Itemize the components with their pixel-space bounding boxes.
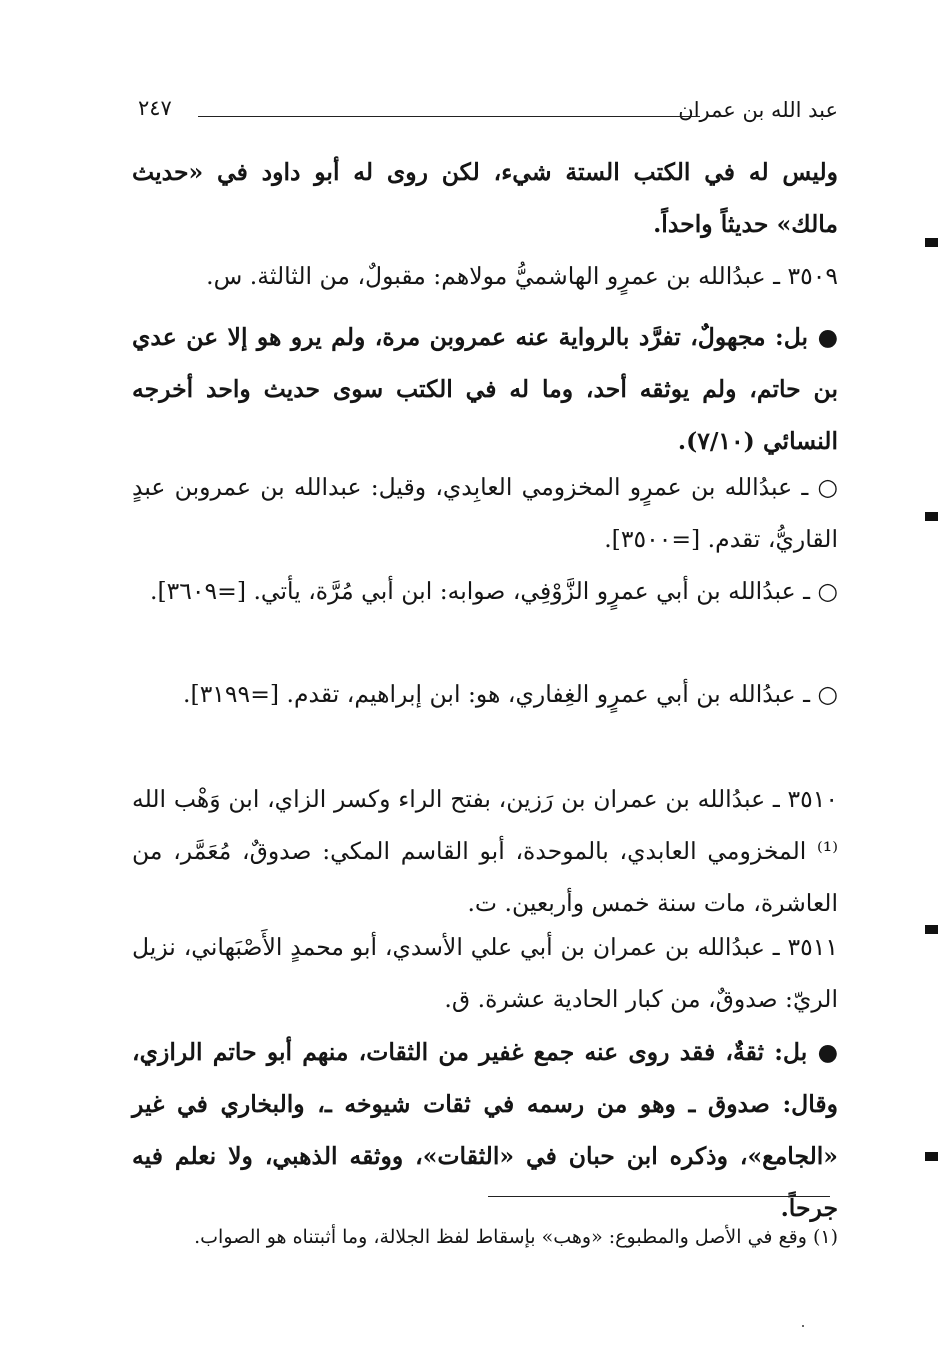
cross-ref-makhzumi: ○ ـ عبدُالله بن عمرٍو المخزومي العابِدي، وقيل: عبدالله بن عمروبن عبدٍ القاريُّ، تقدم. [=٣٥٠٠]. bbox=[132, 473, 838, 553]
footnote: (١) وقع في الأصل والمطبوع: «وهب» بإسقاط لفظ الجلالة، وما أثبتناه هو الصواب. bbox=[194, 1226, 838, 1248]
comment-3511: ● بل: ثقةٌ، فقد روى عنه جمع غفير من الثقات، منهم أبو حاتم الرازي، وقال: صدوق ـ وهو من رسمه في ثقات شيوخه ـ، والبخاري في غير «الجامع»، وذكره ابن حبان في «الثقات»، ووثقه الذهبي، ولا نعلم فيه جرحاً. bbox=[132, 1038, 838, 1222]
edge-mark bbox=[925, 512, 938, 521]
edge-mark bbox=[925, 238, 938, 247]
comment-3509: ● بل: مجهولٌ، تفرَّد بالرواية عنه عمروبن مرة، ولم يرو هو إلا عن عدي بن حاتم، ولم يوثقه أحد، وما له في الكتب سوى حديث واحد أخرجه النسائي (٧/١٠). bbox=[132, 323, 838, 455]
entry-3510: ٣٥١٠ ـ عبدُالله بن عمران بن رَزين، بفتح الراء وكسر الزاي، ابن وَهْب الله ⁽¹⁾ المخزومي العابدي، بالموحدة، أبو القاسم المكي: صدوقٌ، مُعَمَّر، من العاشرة، مات سنة خمس وأربعين. ت. bbox=[132, 785, 838, 917]
edge-mark bbox=[925, 1152, 938, 1161]
cross-ref-ghifari: ○ ـ عبدُالله بن أبي عمرٍو الغِفاري، هو: ابن إبراهيم، تقدم. [=٣١٩٩]. bbox=[183, 680, 838, 708]
page-number: ٢٤٧ bbox=[138, 96, 172, 120]
paragraph-continuation: وليس له في الكتب الستة شيء، لكن روى له أبو داود في «حديث مالك» حديثاً واحداً. bbox=[132, 158, 838, 238]
entry-3509: ٣٥٠٩ ـ عبدُالله بن عمرٍو الهاشميُّ مولاهم: مقبولٌ، من الثالثة. س. bbox=[206, 262, 838, 290]
edge-mark bbox=[925, 925, 938, 934]
page-header bbox=[138, 92, 838, 128]
cross-ref-zawfi: ○ ـ عبدُالله بن أبي عمرٍو الزَّوْفِي، صوابه: ابن أبي مُرَّة، يأتي. [=٣٦٠٩]. bbox=[149, 577, 838, 605]
running-title: عبد الله بن عمران bbox=[678, 98, 838, 122]
header-rule bbox=[198, 116, 700, 117]
entry-3511: ٣٥١١ ـ عبدُالله بن عمران بن أبي علي الأسدي، أبو محمدٍ الأَصْبَهاني، نزيل الريّ: صدوقٌ، من كبار الحادية عشرة. ق. bbox=[132, 933, 838, 1013]
footnote-rule bbox=[488, 1196, 830, 1197]
scan-speck bbox=[802, 1325, 804, 1327]
